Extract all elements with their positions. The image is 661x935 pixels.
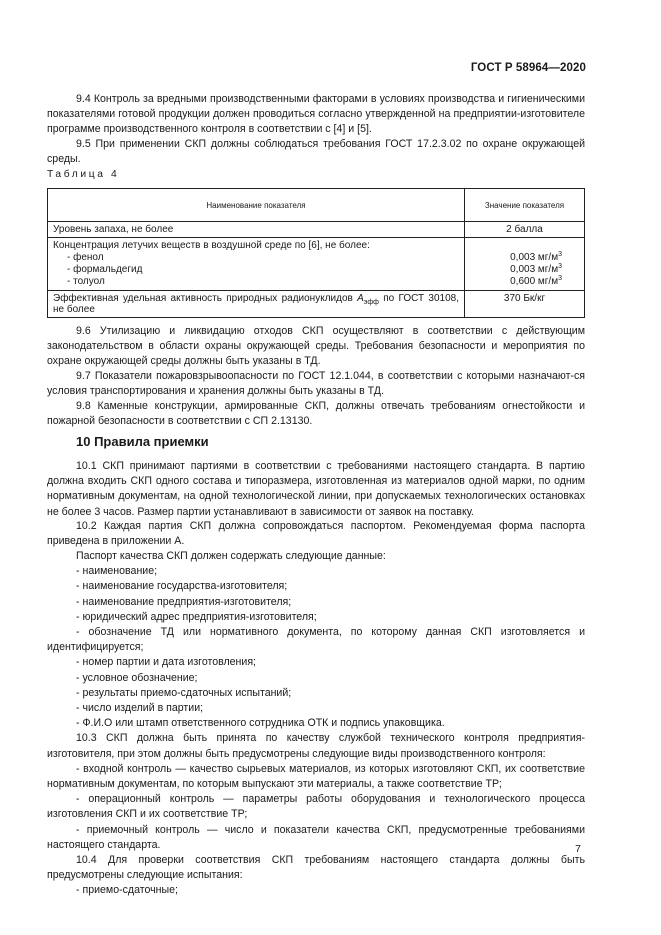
row-radionuclide-value: 370 Бк/кг <box>465 291 585 318</box>
list-item: - номер партии и дата изготовления; <box>76 656 257 669</box>
paragraph-9-4: 9.4 Контроль за вредными производственными факторами в условиях производства и гигиеническими показателями готовой продукции должен проводиться согласно утвержденной на предприятии-изготовителе программе производственного контроля в соответствии с [4] и [5]. <box>47 93 585 136</box>
list-item: - наименование предприятия-изготовителя; <box>76 595 292 608</box>
paragraph-10-2: 10.2 Каждая партия СКП должна сопровождаться паспортом. Рекомендуемая форма паспорта приведена в приложении А. <box>47 520 585 548</box>
row-odor-value: 2 балла <box>465 222 585 238</box>
passport-intro: Паспорт качества СКП должен содержать следующие данные: <box>76 550 386 562</box>
table-row <box>48 222 585 238</box>
row-volatile-values <box>465 238 585 291</box>
table-header-name: Наименование показателя <box>48 189 465 222</box>
list-item: - обозначение ТД или нормативного документа, по которому данная СКП изготовляется и идентифицируется; <box>47 626 585 654</box>
item-toluene: - толуол <box>67 276 105 287</box>
list-item: - входной контроль — качество сырьевых материалов, из которых изготовляют СКП, их соответствие нормативным документам, по которым выпускают эти материалы, а также соответствие ТР; <box>47 762 585 791</box>
list-item: - условное обозначение; <box>76 671 198 684</box>
value-phenol: 0,003 мг/м <box>510 252 559 263</box>
list-item: - юридический адрес предприятия-изготовителя; <box>76 610 317 623</box>
paragraph-9-6: 9.6 Утилизацию и ликвидацию отходов СКП осуществляют в соответствии с действующим законодательством в области охраны окружающей среды. Требования безопасности и мероприятия по охране окружающей среды должны быть указаны в ТД. <box>47 325 585 368</box>
unit-sup: 3 <box>558 251 562 258</box>
table-header-value: Значение показателя <box>465 189 585 222</box>
row-odor-name: Уровень запаха, не более <box>48 222 465 238</box>
unit-sup: 3 <box>558 263 562 270</box>
paragraph-9-5: 9.5 При применении СКП должны соблюдаться требования ГОСТ 17.2.3.02 по охране окружающей среды. <box>47 138 585 166</box>
list-item: - результаты приемо-сдаточных испытаний; <box>76 686 292 699</box>
paragraph-10-3: 10.3 СКП должна быть принята по качеству службой технического контроля предприятия-изготовителя, при этом должны быть предусмотрены следующие виды производственного контроля: <box>47 732 585 760</box>
paragraph-10-4: 10.4 Для проверки соответствия СКП требованиям настоящего стандарта должны быть предусмотрены следующие испытания: <box>47 854 585 882</box>
value-toluene: 0,600 мг/м <box>510 276 559 287</box>
unit-sup: 3 <box>558 275 562 282</box>
list-item: - операционный контроль — параметры работы оборудования и технологического процесса изготовления СКП и их соответствие ТР; <box>47 793 585 821</box>
list-item: - наименование; <box>76 565 158 578</box>
list-item: - Ф.И.О или штамп ответственного сотрудника ОТК и подпись упаковщика. <box>76 717 445 730</box>
passport-list <box>47 534 585 899</box>
section-title: 10 Правила приемки <box>76 434 209 449</box>
list-item: - число изделий в партии; <box>76 702 204 715</box>
list-item: - наименование государства-изготовителя; <box>76 580 288 593</box>
page-number: 7 <box>575 843 581 855</box>
item-phenol: - фенол <box>67 252 104 263</box>
list-item: - приемочный контроль — число и показатели качества СКП, предусмотренные требованиями настоящего стандарта. <box>47 823 585 851</box>
paragraph-10-1: 10.1 СКП принимают партиями в соответствии с требованиями настоящего стандарта. В партию должна входить СКП одного состава и типоразмера, изготовленная из материалов одной марки, по одним нормативным документам, на одной технологической линии, при допускаемых технологических остановках не более 3 часов. Размер партии устанавливают в зависимости от заявок на поставку. <box>47 460 585 518</box>
table-header-row <box>48 189 585 222</box>
row-volatile-name <box>48 238 465 291</box>
item-formaldehyde: - формальдегид <box>67 264 143 275</box>
standard-code: ГОСТ Р 58964—2020 <box>470 62 586 74</box>
value-formaldehyde: 0,003 мг/м <box>510 264 559 275</box>
row-radionuclide-name: Эффективная удельная активность природных радионуклидов $А_{эфф}$ по ГОСТ 30108, не более <box>48 291 465 318</box>
table-4 <box>47 188 585 318</box>
list-item: - приемо-сдаточные; <box>76 884 178 897</box>
paragraph-9-7: 9.7 Показатели пожаровзрывоопасности по ГОСТ 12.1.044, в соответствии с которыми назначают-ся условия транспортирования и хранения должны быть указаны в ТД. <box>47 370 585 398</box>
table-row <box>48 291 585 318</box>
table-row <box>48 238 585 291</box>
paragraph-9-8: 9.8 Каменные конструкции, армированные СКП, должны отвечать требованиям огнестойкости и пожарной безопасности в соответствии с СП 2.13130. <box>47 400 585 428</box>
volatile-heading: Концентрация летучих веществ в воздушной среде по [6], не более: <box>53 240 370 251</box>
table-caption: Таблица 4 <box>47 169 120 180</box>
